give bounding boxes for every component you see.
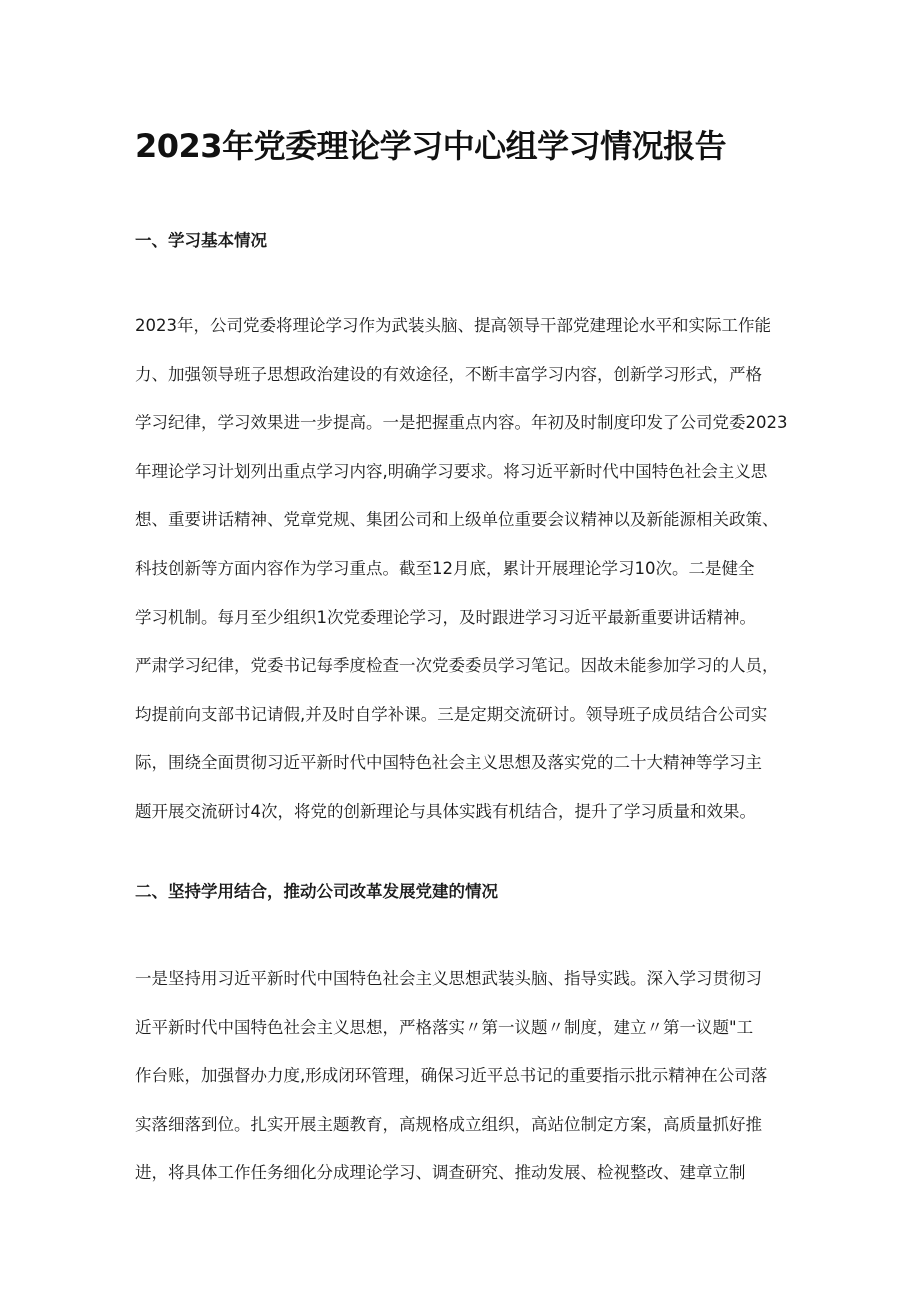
paragraph-line: 学习纪律，学习效果进一步提高。一是把握重点内容。年初及时制度印发了公司党委2023 bbox=[135, 413, 788, 433]
section2-paragraph bbox=[135, 955, 795, 1198]
paragraph-line: 2023年，公司党委将理论学习作为武装头脑、提高领导干部党建理论水平和实际工作能 bbox=[135, 316, 771, 335]
paragraph-line: 力、加强领导班子思想政治建设的有效途径，不断丰富学习内容，创新学习形式，严格 bbox=[135, 364, 762, 384]
section-heading-basic-situation: 一、学习基本情况 bbox=[135, 231, 267, 250]
section-heading-study-application: 二、坚持学用结合，推动公司改革发展党建的情况 bbox=[135, 882, 498, 901]
paragraph-line: 际，围绕全面贯彻习近平新时代中国特色社会主义思想及落实党的二十大精神等学习主 bbox=[135, 753, 762, 773]
paragraph-line: 年理论学习计划列出重点学习内容,明确学习要求。将习近平新时代中国特色社会主义思 bbox=[135, 461, 768, 481]
paragraph-line: 想、重要讲话精神、党章党规、集团公司和上级单位重要会议精神以及新能源相关政策、 bbox=[135, 510, 779, 530]
paragraph-line: 学习机制。每月至少组织1次党委理论学习，及时跟进学习习近平最新重要讲话精神。 bbox=[135, 607, 756, 627]
paragraph-line: 一是坚持用习近平新时代中国特色社会主义思想武装头脑、指导实践。深入学习贯彻习 bbox=[135, 969, 762, 988]
section1-paragraph bbox=[135, 302, 795, 837]
paragraph-line: 严肃学习纪律，党委书记每季度检查一次党委委员学习笔记。因故未能参加学习的人员， bbox=[135, 656, 779, 676]
paragraph-line: 科技创新等方面内容作为学习重点。截至12月底，累计开展理论学习10次。二是健全 bbox=[135, 558, 755, 578]
paragraph-line: 近平新时代中国特色社会主义思想，严格落实〃第一议题〃制度，建立〃第一议题"工 bbox=[135, 1017, 754, 1037]
paragraph-line: 进，将具体工作任务细化分成理论学习、调查研究、推动发展、检视整改、建章立制 bbox=[135, 1163, 746, 1183]
paragraph-line: 题开展交流研讨4次，将党的创新理论与具体实践有机结合，提升了学习质量和效果。 bbox=[135, 801, 756, 821]
paragraph-line: 作台账，加强督办力度,形成闭环管理，确保习近平总书记的重要指示批示精神在公司落 bbox=[135, 1066, 768, 1086]
paragraph-line: 实落细落到位。扎实开展主题教育，高规格成立组织，高站位制定方案，高质量抓好推 bbox=[135, 1114, 762, 1134]
document-title: 2023年党委理论学习中心组学习情况报告 bbox=[135, 127, 727, 165]
paragraph-line: 均提前向支部书记请假,并及时自学补课。三是定期交流研讨。领导班子成员结合公司实 bbox=[135, 704, 768, 724]
